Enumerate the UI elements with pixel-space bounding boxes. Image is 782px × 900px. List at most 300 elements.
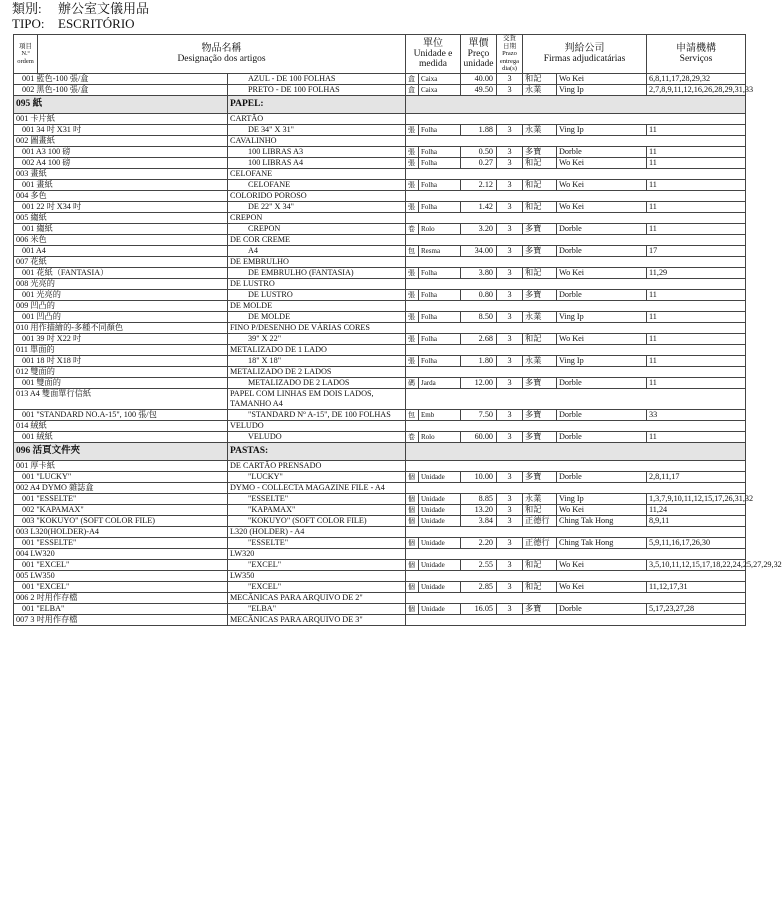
section-row <box>14 442 746 460</box>
item-name-zh: 003 "KOKUYO" (SOFT COLOR FILE) <box>14 515 228 526</box>
item-name-pt: "EXCEL" <box>228 559 406 570</box>
row-name-zh: 011 單面的 <box>14 344 228 355</box>
row-name-pt: DE MOLDE <box>228 300 406 311</box>
delivery-days: 3 <box>497 431 523 442</box>
row-name-pt: COLORIDO POROSO <box>228 190 406 201</box>
table-row <box>14 73 746 84</box>
row-name-pt: L320 (HOLDER) - A4 <box>228 526 406 537</box>
row-name-zh: 004 多色 <box>14 190 228 201</box>
delivery-days: 3 <box>497 504 523 515</box>
unit-price: 3.84 <box>461 515 497 526</box>
row-name-pt: PAPEL: <box>228 95 406 113</box>
row-empty <box>406 212 746 223</box>
unit-pt: Folha <box>419 289 461 300</box>
row-name-pt: MECÂNICAS PARA ARQUIVO DE 3" <box>228 614 406 625</box>
firm-zh: 多寶 <box>523 289 557 300</box>
firm-pt: Dorble <box>557 409 647 420</box>
unit-zh: 張 <box>406 355 419 366</box>
item-name-pt: PRETO - DE 100 FOLHAS <box>228 84 406 95</box>
services: 17 <box>647 245 746 256</box>
unit-zh: 個 <box>406 559 419 570</box>
unit-pt: Folha <box>419 333 461 344</box>
firm-pt: Ving Ip <box>557 124 647 135</box>
unit-price: 8.50 <box>461 311 497 322</box>
services: 11 <box>647 146 746 157</box>
col-price: 單價 Preço unidade <box>461 35 497 74</box>
category-label: 類別: <box>12 1 42 16</box>
row-name-pt: DE COR CREME <box>228 234 406 245</box>
services: 11 <box>647 311 746 322</box>
services: 11 <box>647 355 746 366</box>
table-header <box>14 35 746 74</box>
group-row <box>14 460 746 471</box>
group-row <box>14 234 746 245</box>
delivery-days: 3 <box>497 124 523 135</box>
row-empty <box>406 322 746 333</box>
firm-zh: 多寶 <box>523 377 557 388</box>
row-name-zh: 009 凹凸的 <box>14 300 228 311</box>
unit-zh: 張 <box>406 146 419 157</box>
row-empty <box>406 460 746 471</box>
item-name-pt: "STANDARD Nº A-15", DE 100 FOLHAS <box>228 409 406 420</box>
unit-pt: Unidade <box>419 504 461 515</box>
unit-pt: Resma <box>419 245 461 256</box>
delivery-days: 3 <box>497 471 523 482</box>
unit-zh: 張 <box>406 267 419 278</box>
row-name-pt: DYMO - COLLECTA MAGAZINE FILE - A4 <box>228 482 406 493</box>
item-name-zh: 001 "ESSELTE" <box>14 493 228 504</box>
unit-pt: Folha <box>419 201 461 212</box>
row-name-pt: CELOFANE <box>228 168 406 179</box>
group-row <box>14 366 746 377</box>
firm-zh: 永業 <box>523 124 557 135</box>
unit-price: 34.00 <box>461 245 497 256</box>
unit-price: 7.50 <box>461 409 497 420</box>
firm-pt: Ving Ip <box>557 84 647 95</box>
row-name-pt: LW320 <box>228 548 406 559</box>
item-name-pt: "KOKUYO" (SOFT COLOR FILE) <box>228 515 406 526</box>
item-name-pt: DE 22" X 34" <box>228 201 406 212</box>
delivery-days: 3 <box>497 409 523 420</box>
item-name-pt: VELUDO <box>228 431 406 442</box>
item-name-pt: METALIZADO DE 2 LADOS <box>228 377 406 388</box>
unit-pt: Emb <box>419 409 461 420</box>
firm-zh: 和記 <box>523 581 557 592</box>
unit-price: 1.88 <box>461 124 497 135</box>
services: 11 <box>647 431 746 442</box>
table-row <box>14 537 746 548</box>
group-row <box>14 113 746 124</box>
group-row <box>14 135 746 146</box>
unit-pt: Folha <box>419 124 461 135</box>
row-name-zh: 012 雙面的 <box>14 366 228 377</box>
table-row <box>14 581 746 592</box>
table-row <box>14 559 746 570</box>
group-row <box>14 190 746 201</box>
firm-pt: Dorble <box>557 245 647 256</box>
delivery-days: 3 <box>497 157 523 168</box>
table-row <box>14 84 746 95</box>
services: 5,17,23,27,28 <box>647 603 746 614</box>
item-name-zh: 002 A4 100 磅 <box>14 157 228 168</box>
unit-price: 16.05 <box>461 603 497 614</box>
row-name-zh: 005 LW350 <box>14 570 228 581</box>
unit-zh: 張 <box>406 179 419 190</box>
group-row <box>14 168 746 179</box>
group-row <box>14 388 746 409</box>
unit-pt: Unidade <box>419 537 461 548</box>
services: 11 <box>647 179 746 190</box>
unit-price: 2.55 <box>461 559 497 570</box>
services: 5,9,11,16,17,26,30 <box>647 537 746 548</box>
row-name-pt: CARTÃO <box>228 113 406 124</box>
unit-pt: Unidade <box>419 581 461 592</box>
unit-price: 12.00 <box>461 377 497 388</box>
row-empty <box>406 135 746 146</box>
row-name-zh: 010 用作描繪的-多種不同顏色 <box>14 322 228 333</box>
table-row <box>14 124 746 135</box>
firm-pt: Wo Kei <box>557 504 647 515</box>
row-empty <box>406 366 746 377</box>
row-name-zh: 008 光亮的 <box>14 278 228 289</box>
row-name-pt: VELUDO <box>228 420 406 431</box>
services: 2,8,11,17 <box>647 471 746 482</box>
col-order: 項目 N.º ordem <box>14 35 38 74</box>
firm-pt: Dorble <box>557 471 647 482</box>
firm-pt: Ving Ip <box>557 355 647 366</box>
group-row <box>14 482 746 493</box>
row-name-pt: DE EMBRULHO <box>228 256 406 267</box>
row-name-zh: 002 圖畫紙 <box>14 135 228 146</box>
item-name-pt: DE LUSTRO <box>228 289 406 300</box>
row-name-pt: MECÂNICAS PARA ARQUIVO DE 2" <box>228 592 406 603</box>
row-name-zh: 096 活頁文件夾 <box>14 442 228 460</box>
firm-pt: Wo Kei <box>557 267 647 278</box>
item-name-zh: 001 藍色-100 張/盒 <box>14 73 228 84</box>
unit-zh: 個 <box>406 581 419 592</box>
unit-zh: 張 <box>406 201 419 212</box>
group-row <box>14 548 746 559</box>
firm-zh: 多寶 <box>523 431 557 442</box>
unit-zh: 張 <box>406 289 419 300</box>
firm-zh: 多寶 <box>523 245 557 256</box>
unit-zh: 卷 <box>406 223 419 234</box>
unit-price: 0.27 <box>461 157 497 168</box>
item-name-pt: "EXCEL" <box>228 581 406 592</box>
services: 11 <box>647 377 746 388</box>
row-name-pt: METALIZADO DE 1 LADO <box>228 344 406 355</box>
item-name-zh: 001 縐紙 <box>14 223 228 234</box>
item-name-zh: 001 22 吋 X34 吋 <box>14 201 228 212</box>
unit-pt: Rolo <box>419 223 461 234</box>
services: 11 <box>647 201 746 212</box>
row-name-zh: 013 A4 雙面單行信紙 <box>14 388 228 409</box>
unit-pt: Folha <box>419 355 461 366</box>
item-name-zh: 001 "STANDARD NO.A-15", 100 張/包 <box>14 409 228 420</box>
unit-price: 0.50 <box>461 146 497 157</box>
unit-zh: 盒 <box>406 84 419 95</box>
firm-zh: 和記 <box>523 179 557 190</box>
item-name-pt: 100 LIBRAS A3 <box>228 146 406 157</box>
delivery-days: 3 <box>497 245 523 256</box>
row-empty <box>406 256 746 267</box>
table-row <box>14 223 746 234</box>
row-empty <box>406 614 746 625</box>
table-row <box>14 471 746 482</box>
group-row <box>14 526 746 537</box>
unit-pt: Folha <box>419 157 461 168</box>
services: 11,29 <box>647 267 746 278</box>
unit-price: 40.00 <box>461 73 497 84</box>
firm-zh: 正德行 <box>523 537 557 548</box>
group-row <box>14 614 746 625</box>
row-empty <box>406 442 746 460</box>
item-name-pt: CELOFANE <box>228 179 406 190</box>
firm-pt: Ching Tak Hong <box>557 537 647 548</box>
unit-pt: Folha <box>419 267 461 278</box>
unit-pt: Caixa <box>419 84 461 95</box>
unit-zh: 張 <box>406 124 419 135</box>
table-row <box>14 289 746 300</box>
services: 11,12,17,31 <box>647 581 746 592</box>
item-name-zh: 001 花紙（FANTASIA） <box>14 267 228 278</box>
item-name-zh: 001 "EXCEL" <box>14 581 228 592</box>
delivery-days: 3 <box>497 581 523 592</box>
firm-zh: 多寶 <box>523 603 557 614</box>
unit-price: 1.42 <box>461 201 497 212</box>
row-empty <box>406 388 746 409</box>
unit-zh: 包 <box>406 245 419 256</box>
row-empty <box>406 234 746 245</box>
row-name-zh: 003 L320(HOLDER)-A4 <box>14 526 228 537</box>
services: 3,5,10,11,12,15,17,18,22,24,25,27,29,32 <box>647 559 746 570</box>
services: 6,8,11,17,28,29,32 <box>647 73 746 84</box>
row-empty <box>406 548 746 559</box>
group-row <box>14 420 746 431</box>
table-row <box>14 267 746 278</box>
row-empty <box>406 482 746 493</box>
row-empty <box>406 95 746 113</box>
table-row <box>14 311 746 322</box>
table-row <box>14 355 746 366</box>
delivery-days: 3 <box>497 493 523 504</box>
unit-zh: 個 <box>406 537 419 548</box>
firm-pt: Dorble <box>557 289 647 300</box>
item-name-pt: "LUCKY" <box>228 471 406 482</box>
table-row <box>14 157 746 168</box>
unit-pt: Unidade <box>419 603 461 614</box>
services: 11 <box>647 124 746 135</box>
firm-pt: Wo Kei <box>557 559 647 570</box>
item-name-pt: "ESSELTE" <box>228 537 406 548</box>
row-name-pt: DE LUSTRO <box>228 278 406 289</box>
unit-pt: Unidade <box>419 559 461 570</box>
unit-pt: Jarda <box>419 377 461 388</box>
unit-price: 2.85 <box>461 581 497 592</box>
delivery-days: 3 <box>497 267 523 278</box>
firm-zh: 永業 <box>523 355 557 366</box>
item-name-pt: CREPON <box>228 223 406 234</box>
row-name-zh: 002 A4 DYMO 雜誌盒 <box>14 482 228 493</box>
firm-pt: Wo Kei <box>557 179 647 190</box>
row-empty <box>406 592 746 603</box>
col-services: 申請機構 Serviços <box>647 35 746 74</box>
row-name-pt: DE CARTÃO PRENSADO <box>228 460 406 471</box>
col-days: 交貨 日期 Prazo entrega dia(s) <box>497 35 523 74</box>
unit-pt: Folha <box>419 146 461 157</box>
unit-zh: 碼 <box>406 377 419 388</box>
table-row <box>14 245 746 256</box>
item-name-pt: 100 LIBRAS A4 <box>228 157 406 168</box>
unit-pt: Unidade <box>419 493 461 504</box>
firm-pt: Dorble <box>557 146 647 157</box>
row-name-pt: METALIZADO DE 2 LADOS <box>228 366 406 377</box>
unit-price: 13.20 <box>461 504 497 515</box>
unit-pt: Unidade <box>419 515 461 526</box>
unit-pt: Unidade <box>419 471 461 482</box>
row-name-pt: LW350 <box>228 570 406 581</box>
unit-zh: 卷 <box>406 431 419 442</box>
delivery-days: 3 <box>497 179 523 190</box>
firm-pt: Wo Kei <box>557 73 647 84</box>
item-name-pt: DE MOLDE <box>228 311 406 322</box>
delivery-days: 3 <box>497 537 523 548</box>
delivery-days: 3 <box>497 146 523 157</box>
item-name-pt: "ELBA" <box>228 603 406 614</box>
item-name-zh: 001 絨紙 <box>14 431 228 442</box>
item-name-pt: DE 34" X 31" <box>228 124 406 135</box>
col-name: 物品名稱 Designação dos artigos <box>38 35 406 74</box>
unit-price: 60.00 <box>461 431 497 442</box>
unit-price: 3.20 <box>461 223 497 234</box>
item-name-zh: 001 "EXCEL" <box>14 559 228 570</box>
firm-zh: 永業 <box>523 311 557 322</box>
table-row <box>14 431 746 442</box>
group-row <box>14 592 746 603</box>
services: 1,3,7,9,10,11,12,15,17,26,31,32 <box>647 493 746 504</box>
unit-price: 1.80 <box>461 355 497 366</box>
item-name-zh: 001 18 吋 X18 吋 <box>14 355 228 366</box>
unit-pt: Folha <box>419 311 461 322</box>
item-name-pt: "KAPAMAX" <box>228 504 406 515</box>
group-row <box>14 278 746 289</box>
services: 8,9,11 <box>647 515 746 526</box>
row-name-zh: 007 3 吋用作存檔 <box>14 614 228 625</box>
type-line <box>12 16 135 31</box>
services: 11,24 <box>647 504 746 515</box>
table-row <box>14 377 746 388</box>
firm-pt: Ching Tak Hong <box>557 515 647 526</box>
row-empty <box>406 113 746 124</box>
table-row <box>14 603 746 614</box>
unit-zh: 個 <box>406 603 419 614</box>
delivery-days: 3 <box>497 201 523 212</box>
item-name-zh: 002 黑色-100 張/盒 <box>14 84 228 95</box>
firm-zh: 和記 <box>523 504 557 515</box>
delivery-days: 3 <box>497 355 523 366</box>
firm-pt: Ving Ip <box>557 311 647 322</box>
services: 11 <box>647 289 746 300</box>
services: 11 <box>647 333 746 344</box>
group-row <box>14 322 746 333</box>
delivery-days: 3 <box>497 333 523 344</box>
item-name-pt: DE EMBRULHO (FANTASIA) <box>228 267 406 278</box>
unit-zh: 盒 <box>406 73 419 84</box>
category-line <box>12 1 149 16</box>
table-row <box>14 201 746 212</box>
row-empty <box>406 570 746 581</box>
col-unit: 單位 Unidade e medida <box>406 35 461 74</box>
group-row <box>14 212 746 223</box>
row-name-zh: 001 卡片紙 <box>14 113 228 124</box>
item-name-zh: 001 "ELBA" <box>14 603 228 614</box>
firm-pt: Ving Ip <box>557 493 647 504</box>
item-name-pt: 18" X 18" <box>228 355 406 366</box>
firm-zh: 多寶 <box>523 409 557 420</box>
row-empty <box>406 526 746 537</box>
group-row <box>14 570 746 581</box>
type-value: ESCRITÓRIO <box>58 16 135 31</box>
table-row <box>14 409 746 420</box>
delivery-days: 3 <box>497 311 523 322</box>
row-name-pt: FINO P/DESENHO DE VÁRIAS CORES <box>228 322 406 333</box>
firm-zh: 多寶 <box>523 223 557 234</box>
item-name-zh: 001 A3 100 磅 <box>14 146 228 157</box>
unit-zh: 張 <box>406 157 419 168</box>
unit-zh: 個 <box>406 515 419 526</box>
table-row <box>14 493 746 504</box>
firm-zh: 多寶 <box>523 146 557 157</box>
table-row <box>14 179 746 190</box>
item-name-zh: 001 "ESSELTE" <box>14 537 228 548</box>
row-name-pt: CREPON <box>228 212 406 223</box>
table-row <box>14 146 746 157</box>
unit-zh: 個 <box>406 471 419 482</box>
item-name-zh: 001 畫紙 <box>14 179 228 190</box>
item-name-zh: 001 34 吋 X31 吋 <box>14 124 228 135</box>
row-name-zh: 006 米色 <box>14 234 228 245</box>
delivery-days: 3 <box>497 84 523 95</box>
services: 11 <box>647 157 746 168</box>
row-empty <box>406 278 746 289</box>
firm-pt: Wo Kei <box>557 157 647 168</box>
delivery-days: 3 <box>497 73 523 84</box>
row-name-pt: CAVALINHO <box>228 135 406 146</box>
row-name-zh: 003 畫紙 <box>14 168 228 179</box>
items-table <box>13 34 782 626</box>
unit-zh: 包 <box>406 409 419 420</box>
unit-pt: Caixa <box>419 73 461 84</box>
delivery-days: 3 <box>497 377 523 388</box>
row-name-zh: 005 縐紙 <box>14 212 228 223</box>
row-empty <box>406 344 746 355</box>
delivery-days: 3 <box>497 559 523 570</box>
item-name-pt: AZUL - DE 100 FOLHAS <box>228 73 406 84</box>
table-row <box>14 333 746 344</box>
firm-pt: Dorble <box>557 603 647 614</box>
unit-zh: 張 <box>406 311 419 322</box>
row-name-zh: 006 2 吋用作存檔 <box>14 592 228 603</box>
row-name-zh: 007 花紙 <box>14 256 228 267</box>
firm-pt: Dorble <box>557 223 647 234</box>
row-name-zh: 014 絨紙 <box>14 420 228 431</box>
firm-zh: 永業 <box>523 84 557 95</box>
type-label: TIPO: <box>12 16 45 31</box>
firm-zh: 和記 <box>523 333 557 344</box>
unit-price: 8.85 <box>461 493 497 504</box>
firm-pt: Wo Kei <box>557 201 647 212</box>
unit-pt: Rolo <box>419 431 461 442</box>
